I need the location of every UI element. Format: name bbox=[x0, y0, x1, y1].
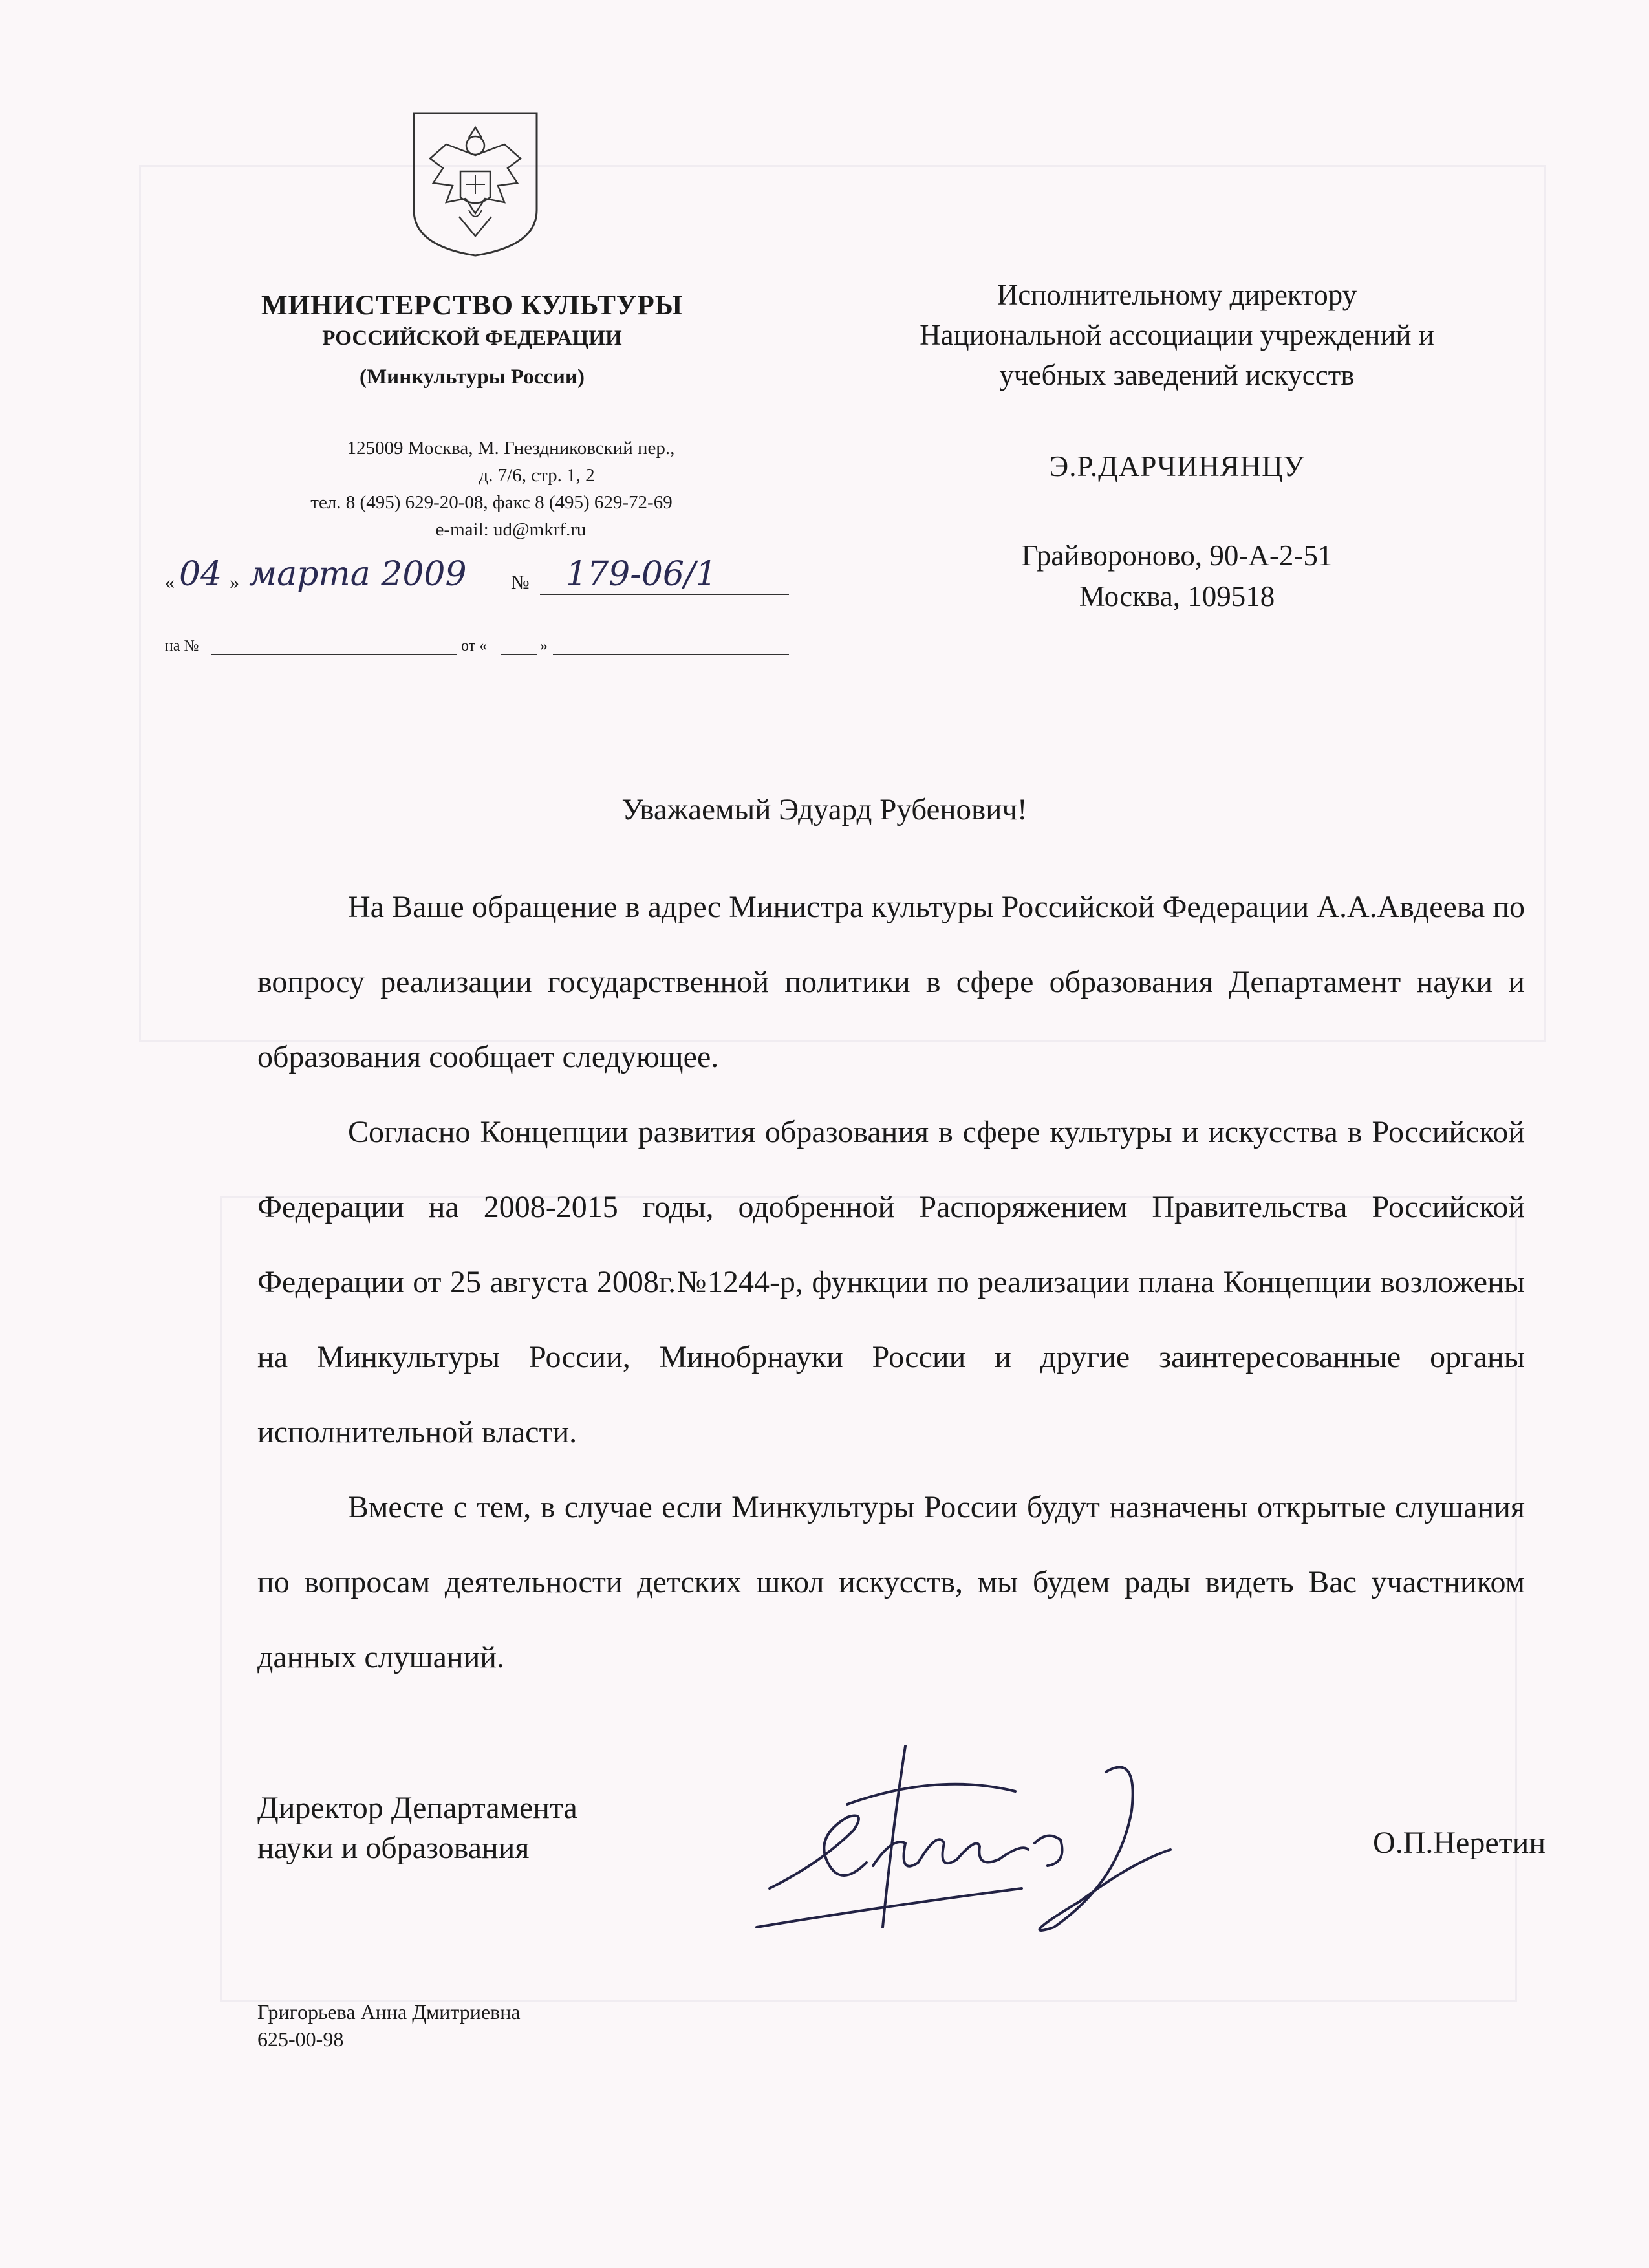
ministry-short-name: (Минкультуры России) bbox=[360, 365, 585, 389]
addressee-address bbox=[802, 535, 1552, 617]
reference-date-underline bbox=[553, 654, 789, 655]
coat-of-arms-emblem bbox=[407, 107, 543, 259]
registration-line bbox=[165, 557, 792, 596]
address-line-phone: тел. 8 (495) 629-20-08, факс 8 (495) 629-72-69 bbox=[310, 492, 673, 513]
reference-line bbox=[165, 631, 792, 656]
signatory-title-line: науки и образования bbox=[257, 1831, 530, 1865]
ministry-address bbox=[155, 435, 789, 543]
ministry-subtitle: РОССИЙСКОЙ ФЕДЕРАЦИИ bbox=[322, 327, 622, 350]
address-line-street: 125009 Москва, М. Гнездниковский пер., bbox=[347, 438, 675, 459]
reference-day-underline bbox=[501, 654, 537, 655]
ministry-name: МИНИСТЕРСТВО КУЛЬТУРЫ bbox=[261, 290, 683, 321]
executor-info bbox=[257, 1998, 775, 2053]
executor-phone: 625-00-98 bbox=[257, 2027, 344, 2051]
salutation: Уважаемый Эдуард Рубенович! bbox=[621, 793, 1028, 826]
addressee-name: Э.Р.ДАРЧИНЯНЦУ bbox=[1049, 450, 1305, 482]
signatory-name: О.П.Неретин bbox=[1373, 1826, 1546, 1860]
reference-from-label: от « bbox=[461, 638, 488, 654]
addressee-city: Москва, 109518 bbox=[1079, 580, 1275, 612]
addressee-line: Национальной ассоциации учреждений и bbox=[920, 319, 1434, 351]
addressee-position bbox=[802, 275, 1552, 395]
date-open-quote: « bbox=[165, 572, 175, 593]
number-label: № bbox=[511, 572, 530, 593]
letter-body bbox=[257, 870, 1525, 1695]
addressee-line: Исполнительному директору bbox=[997, 279, 1357, 311]
reference-number-underline bbox=[211, 654, 457, 655]
date-close-quote: » bbox=[230, 572, 239, 593]
body-paragraph: Вместе с тем, в случае если Минкультуры России будут назначены открытые слушания по вопросам деятельности детских школ искусств, мы будем рады видеть Вас участником данных слушаний. bbox=[257, 1490, 1525, 1674]
addressee-line: учебных заведений искусств bbox=[999, 359, 1355, 391]
reference-close-quote: » bbox=[540, 638, 548, 654]
signatory-title-line: Директор Департамента bbox=[257, 1791, 577, 1825]
date-day: 04 bbox=[179, 555, 222, 594]
reference-label: на № bbox=[165, 638, 199, 654]
number-underline bbox=[540, 594, 789, 595]
handwritten-signature bbox=[744, 1733, 1196, 1953]
address-line-email: e-mail: ud@mkrf.ru bbox=[435, 519, 587, 540]
signatory-title bbox=[257, 1788, 710, 1868]
executor-name: Григорьева Анна Дмитриевна bbox=[257, 2000, 521, 2024]
outgoing-number: 179-06/1 bbox=[566, 555, 717, 594]
addressee-street: Грайвороново, 90-А-2-51 bbox=[1021, 539, 1333, 572]
body-paragraph: Согласно Концепции развития образования в сфере культуры и искусства в Российской Федерации на 2008-2015 годы, одобренной Распоряжением Правительства Российской Федерации от 25 августа 2008г.№1244-р, функции по реализации плана Концепции возложены на Минкультуры России, Минобрнауки России и другие заинтересованные органы исполнительной власти. bbox=[257, 1115, 1525, 1449]
date-month-year: марта 2009 bbox=[249, 555, 467, 594]
body-paragraph: На Ваше обращение в адрес Министра культуры Российской Федерации А.А.Авдеева по вопросу реализации государственной политики в сфере образования Департамент науки и образования сообщает следующее. bbox=[257, 890, 1525, 1074]
address-line-building: д. 7/6, стр. 1, 2 bbox=[479, 465, 595, 486]
